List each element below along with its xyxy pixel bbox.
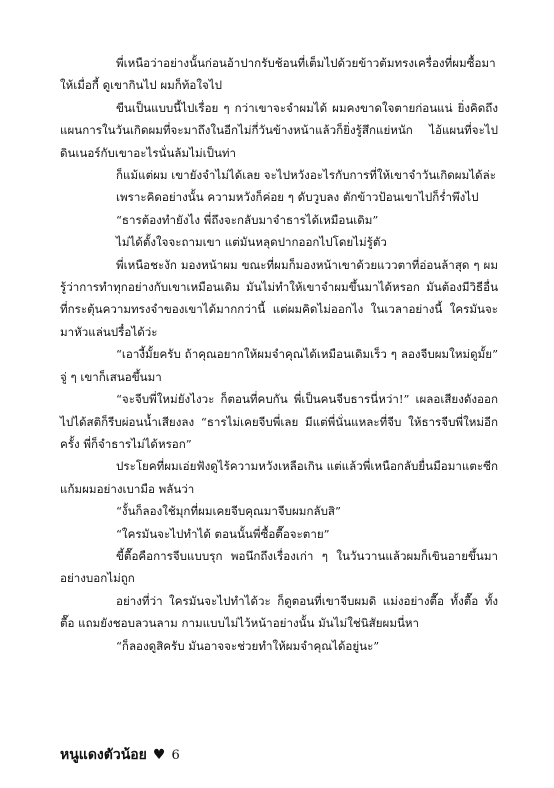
- paragraph-9: “จะจีบพี่ใหม่ยังไงวะ ก็ตอนที่คบกัน พี่เป็นคนจีบธารนี่หว่า!” เผลอเสียงดังออกไปได้สติก็รีบผ่อนน้ำเสียงลง “ธารไม่เคยจีบพี่เลย มีแต่พี่นั่นแหละที่จีบ ให้ธารจีบพี่ใหม่อีกครั้ง พี่ก็จำธารไม่ได้หรอก”: [60, 392, 498, 451]
- page-number: 6: [171, 747, 180, 763]
- paragraph-6: ไม่ได้ตั้งใจจะถามเขา แต่มันหลุดปากออกไปโดยไม่รู้ตัว: [116, 235, 387, 250]
- paragraph-4: เพราะคิดอย่างนั้น ความหวังก็ค่อย ๆ ดับวูบลง ตักข้าวป้อนเขาไปก็ร่ำพึงไป: [116, 190, 479, 205]
- paragraph-2: ขืนเป็นแบบนี้ไปเรื่อย ๆ กว่าเขาจะจำผมได้ ผมคงขาดใจตายก่อนแน่ ยิ่งคิดถึงแผนการในวันเกิดผมที่จะมาถึงในอีกไม่กี่วันข้างหน้าแล้วก็ยิ่งรู้สึกแย่หนัก ไอ้แผนที่จะไปดินเนอร์กับเขาอะไรนั่นล้มไม่เป็นท่า: [60, 100, 498, 160]
- paragraph-8: “เอางี้มั้ยครับ ถ้าคุณอยากให้ผมจำคุณได้เหมือนเดิมเร็ว ๆ ลองจีบผมใหม่ดูมั้ย” จู่ ๆ เขาก็เสนอขึ้นมา: [60, 347, 498, 384]
- paragraph-11: “งั้นก็ลองใช้มุกที่ผมเคยจีบคุณมาจีบผมกลับสิ”: [116, 504, 341, 519]
- paragraph-14: อย่างที่ว่า ใครมันจะไปทำได้วะ ก็ดูตอนที่เขาจีบผมดิ แม่งอย่างตื๊อ ทั้งตื๊อ ทั้งตื๊อ แถมยังชอบลวนลาม กามแบบไม่ไว้หน้าอย่างนั้น มันไม่ใช่นิสัยผมนี่หา: [60, 593, 498, 631]
- book-title: หนูแดงตัวน้อย: [60, 747, 147, 763]
- body-text: [60, 52, 498, 657]
- paragraph-12: “ใครมันจะไปทำได้ ตอนนั้นพี่ซื้อตื๊อจะตาย”: [116, 526, 330, 541]
- paragraph-1: พี่เหนือว่าอย่างนั้นก่อนอ้าปากรับช้อนที่เต็มไปด้วยข้าวต้มทรงเครื่องที่ผมซื้อมาให้เมื่อกี้ ดูเขากินไป ผมก็ท้อใจไป: [60, 56, 496, 93]
- paragraph-3: ก็แม้แต่ผม เขายังจำไม่ได้เลย จะไปหวังอะไรกับการที่ให้เขาจำวันเกิดผมได้ล่ะ: [116, 168, 496, 183]
- paragraph-5: “ธารต้องทำยังไง พี่ถึงจะกลับมาจำธารได้เหมือนเดิม”: [116, 212, 379, 227]
- paragraph-15: “ก็ลองดูสิครับ มันอาจจะช่วยทำให้ผมจำคุณได้อยู่นะ”: [116, 638, 380, 653]
- paragraph-13: ขี้ตื๊อคือการจีบแบบรุก พอนึกถึงเรื่องเก่า ๆ ในวันวานแล้วผมก็เขินอายขึ้นมาอย่างบอกไม่ถูก: [60, 548, 498, 586]
- paragraph-7: พี่เหนือชะงัก มองหน้าผม ขณะที่ผมก็มองหน้าเขาด้วยแววตาที่อ่อนล้าสุด ๆ ผมรู้ว่าการทำทุกอย่างกับเขาเหมือนเดิม มันไม่ทำให้เขาจำผมขึ้นมาได้หรอก มันต้องมีวิธีอื่นที่กระตุ้นความทรงจำของเขาได้มากกว่านี้ แต่ผมคิดไม่ออกไง ในเวลาอย่างนี้ ใครมันจะมาหัวแล่นปรื๋อได้ว่ะ: [60, 257, 498, 339]
- page-footer: [60, 744, 180, 766]
- paragraph-10: ประโยคที่ผมเอ่ยฟังดูไร้ความหวังเหลือเกิน แต่แล้วพี่เหนือกลับยื่นมือมาแตะซีกแก้มผมอย่างเบามือ พลันว่า: [60, 459, 498, 496]
- heart-icon: ♥: [152, 747, 166, 763]
